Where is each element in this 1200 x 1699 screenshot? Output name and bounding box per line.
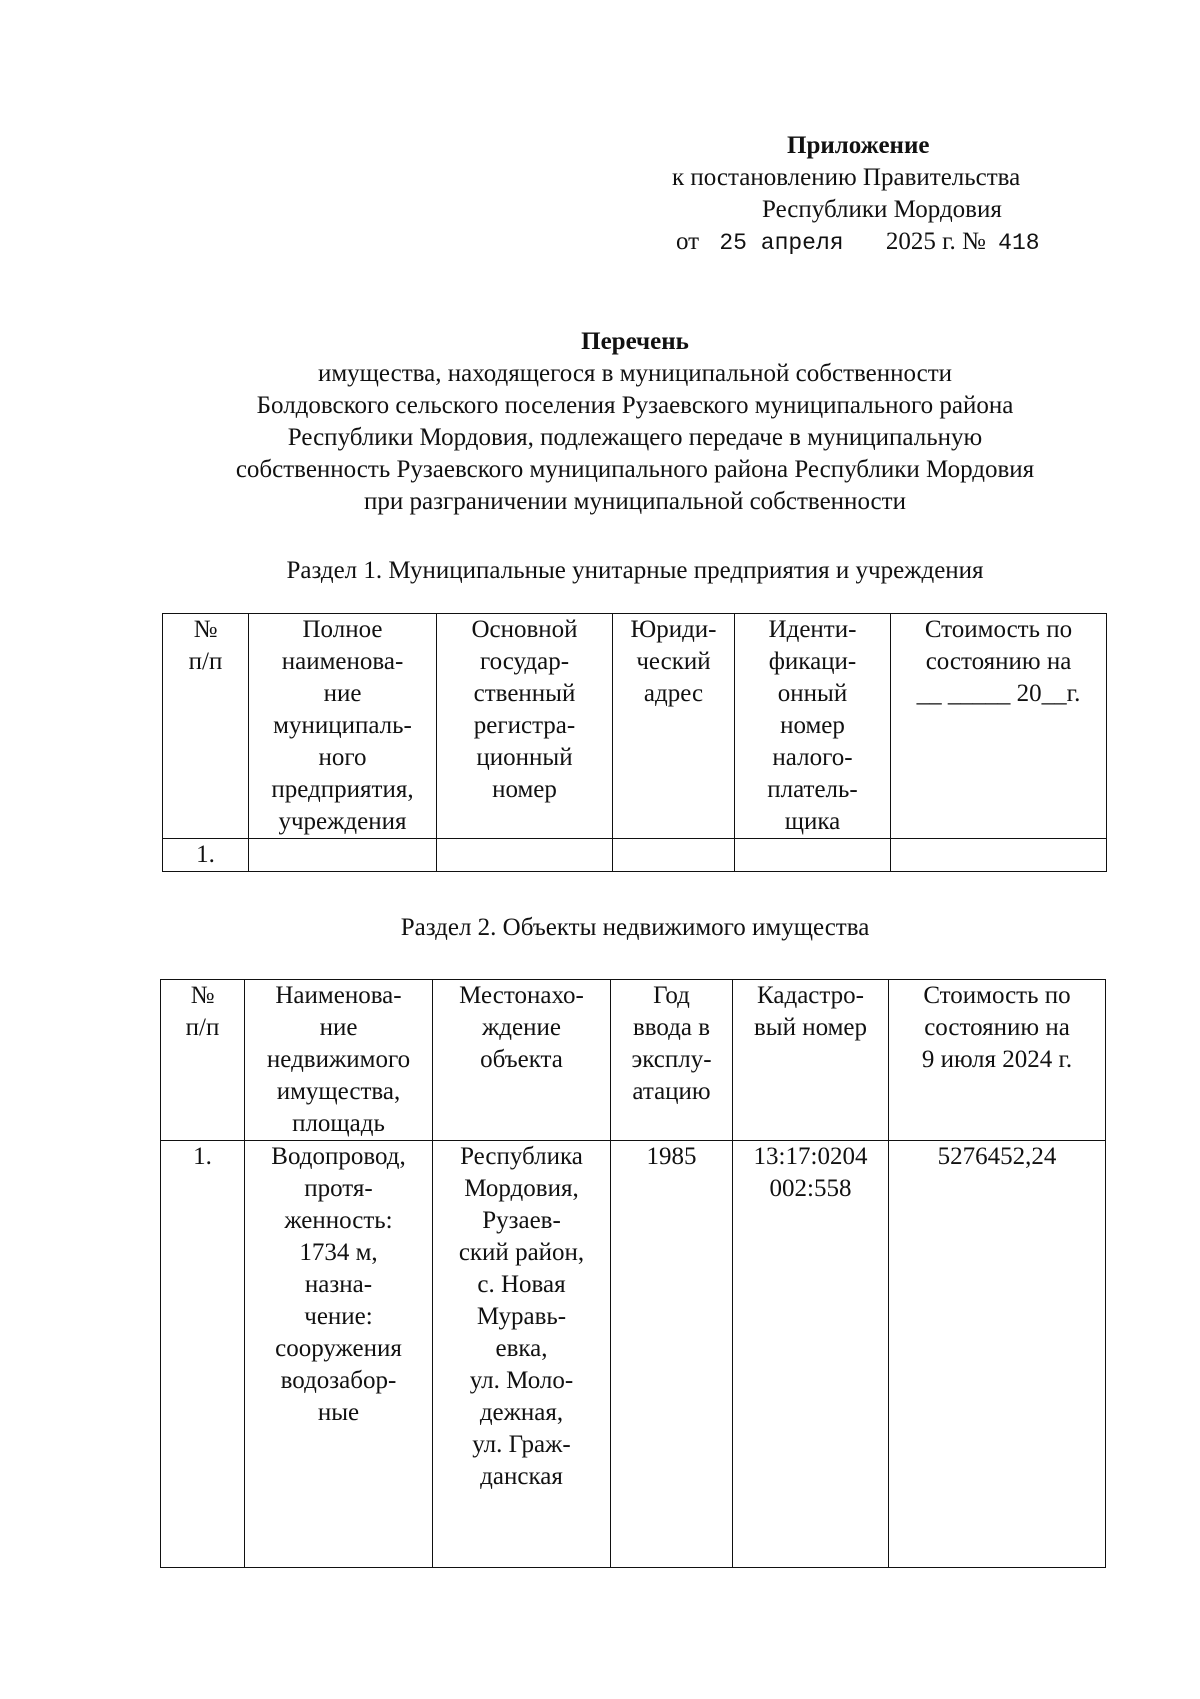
table-row — [161, 1141, 1106, 1568]
section1-title: Раздел 1. Муниципальные унитарные предприятия и учреждения — [286, 557, 984, 584]
header-value: Стоимость по состоянию на __ _____ 20__г. — [891, 614, 1107, 839]
table-row — [163, 839, 1107, 872]
date-prefix: от — [676, 228, 700, 255]
header-full-name: Полное наименова- ние муниципаль- ного предприятия, учреждения — [249, 614, 437, 839]
section2-table — [160, 979, 1106, 1568]
header-registration-number: Основной государ- ственный регистра- ционный номер — [437, 614, 613, 839]
heading-title: Перечень — [581, 328, 689, 355]
header-value: Стоимость по состоянию на 9 июля 2024 г. — [889, 980, 1106, 1141]
appendix-date-line — [676, 226, 1040, 259]
cell-cadastral-number: 13:17:0204 002:558 — [733, 1141, 889, 1568]
header-cadastral-number: Кадастро- вый номер — [733, 980, 889, 1141]
heading-line: имущества, находящегося в муниципальной собственности — [317, 360, 953, 387]
section2-title: Раздел 2. Объекты недвижимого имущества — [400, 914, 870, 941]
cell-full-name — [249, 839, 437, 872]
cell-number: 1. — [161, 1141, 245, 1568]
cell-location: Республика Мордовия, Рузаев- ский район, с. Новая Муравь- евка, ул. Моло- дежная, ул. Граж- данская — [433, 1141, 611, 1568]
heading-line: Болдовского сельского поселения Рузаевского муниципального района — [256, 392, 1014, 419]
heading-line: при разграничении муниципальной собственности — [364, 488, 906, 515]
document-heading — [0, 326, 1200, 518]
resolution-number: 418 — [998, 230, 1040, 256]
cell-registration-number — [437, 839, 613, 872]
cell-legal-address — [613, 839, 735, 872]
cell-property-name: Водопровод, протя- женность: 1734 м, назна- чение: сооружения водозабор- ные — [245, 1141, 433, 1568]
header-legal-address: Юриди- ческий адрес — [613, 614, 735, 839]
date-day-month: 25 апреля — [719, 230, 844, 256]
appendix-title: Приложение — [787, 132, 930, 159]
appendix-republic-line: Республики Мордовия — [762, 196, 1002, 223]
cell-number: 1. — [163, 839, 249, 872]
header-taxpayer-id: Иденти- фикаци- онный номер налого- платель- щика — [735, 614, 891, 839]
heading-line: Республики Мордовия, подлежащего передаче в муниципальную — [287, 424, 983, 451]
header-commission-year: Год ввода в эксплу- атацию — [611, 980, 733, 1141]
table-header-row — [161, 980, 1106, 1141]
cell-commission-year: 1985 — [611, 1141, 733, 1568]
cell-value: 5276452,24 — [889, 1141, 1106, 1568]
header-location: Местонахо- ждение объекта — [433, 980, 611, 1141]
header-number: № п/п — [163, 614, 249, 839]
header-property-name: Наименова- ние недвижимого имущества, площадь — [245, 980, 433, 1141]
table-header-row — [163, 614, 1107, 839]
cell-taxpayer-id — [735, 839, 891, 872]
date-year: 2025 г. № — [885, 228, 986, 255]
header-number: № п/п — [161, 980, 245, 1141]
heading-line: собственность Рузаевского муниципального района Республики Мордовия — [235, 456, 1035, 483]
section1-table — [162, 613, 1107, 872]
appendix-resolution-line: к постановлению Правительства — [672, 164, 1021, 191]
cell-value — [891, 839, 1107, 872]
